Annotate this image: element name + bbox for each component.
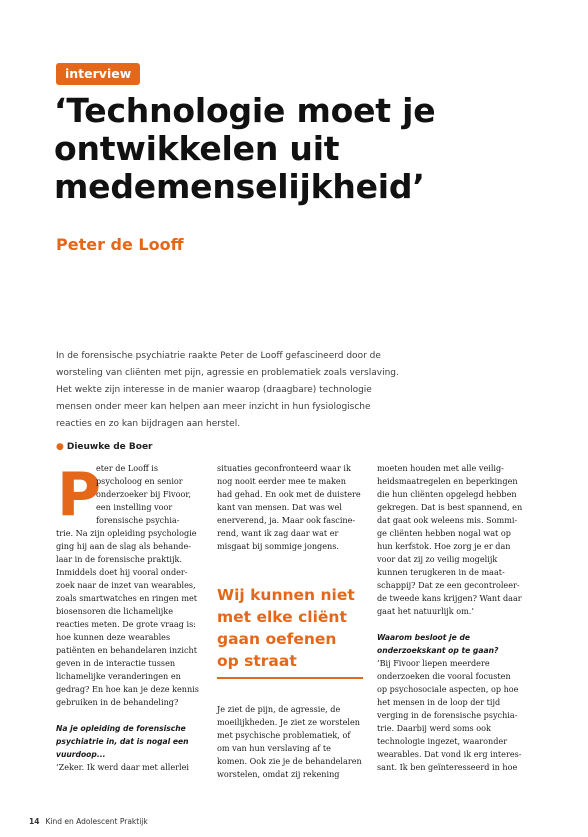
text-line: de tweede kans krijgen? Want daar [377, 593, 522, 603]
text-line: ‘Zeker. Ik werd daar met allerlei [56, 762, 190, 772]
text-line: zoek naar de inzet van wearables, [56, 580, 196, 590]
pull-quote-rule [217, 677, 363, 679]
text-line: ging hij aan de slag als behande- [56, 541, 191, 551]
text-line: nog nooit eerder mee te maken [217, 476, 346, 486]
column-3 [377, 462, 537, 774]
text-line: die hun cliënten opgelegd hebben [377, 489, 517, 499]
text-line: hun kerfstok. Hoe zorg je er dan [377, 541, 511, 551]
column-2-top [217, 462, 377, 553]
text-line: rend, want ik zag daar wat er [217, 528, 339, 538]
intro-line: reacties en zo kan bijdragen aan herstel. [56, 419, 241, 429]
text-line: gekregen. Dat is best spannend, en [377, 502, 523, 512]
text-line: gebruiken in de behandeling? [56, 697, 179, 707]
text-line: voor dat zij zo veilig mogelijk [377, 554, 498, 564]
text-line: eter de Looff is [96, 463, 159, 473]
text-line: met psychische problematiek, of [217, 730, 351, 740]
text-line: misgaat bij sommige jongens. [217, 541, 339, 551]
text-line: sant. Ik ben geïnteresseerd in hoe [377, 762, 518, 772]
intro-line: In de forensische psychiatrie raakte Peter de Looff gefascineerd door de [56, 351, 381, 361]
text-line: kunnen terugkeren in de maat- [377, 567, 505, 577]
section-tag: interview [56, 63, 140, 85]
text-line: biosensoren die lichamelijke [56, 606, 173, 616]
magazine-name: Kind en Adolescent Praktijk [45, 817, 148, 826]
question-line: vuurdoop... [56, 750, 106, 759]
text-line: technologie ingezet, waaronder [377, 736, 508, 746]
text-line: verging in de forensische psychia- [377, 710, 518, 720]
text-line: kant van mensen. Dat was wel [217, 502, 342, 512]
text-line: gaat het natuurlijk om.’ [377, 606, 474, 616]
pull-quote-line: gaan oefenen [217, 630, 337, 648]
text-line: patiënten en behandelaren inzicht [56, 645, 197, 655]
text-line: Je ziet de pijn, de agressie, de [217, 704, 341, 714]
text-line: om van hun verslaving af te [217, 743, 331, 753]
pull-quote [217, 584, 377, 672]
title-line: ‘Technologie moet je [54, 91, 436, 130]
text-line: psycholoog en senior [96, 476, 183, 486]
author-byline [56, 442, 153, 452]
text-line: zoals smartwatches en ringen met [56, 593, 198, 603]
text-line: onderzoeker bij Fivoor, [96, 489, 191, 499]
text-line: dat gaat ook weleens mis. Sommi- [377, 515, 518, 525]
article-subtitle: Peter de Looff [56, 235, 184, 254]
intro-line: worsteling van cliënten met pijn, agressie en problematiek zoals verslaving. [56, 368, 399, 378]
page-footer [29, 817, 148, 826]
text-line: forensische psychia- [96, 515, 180, 525]
intro-line: Het wekte zijn interesse in de manier waarop (draagbare) technologie [56, 385, 372, 395]
intro-line: mensen onder meer kan helpen aan meer inzicht in hun fysiologische [56, 402, 371, 412]
title-line: medemenselijkheid’ [54, 167, 425, 206]
text-line: komen. Ook zie je de behandelaren [217, 756, 362, 766]
column-2-bottom [217, 703, 377, 781]
text-line: Inmiddels doet hij vooral onder- [56, 567, 188, 577]
text-line: wearables. Dat vond ik erg interes- [377, 749, 522, 759]
paragraph-gap [56, 709, 216, 722]
author-name: Dieuwke de Boer [66, 442, 153, 452]
question-line: Na je opleiding de forensische [56, 724, 186, 733]
question-line: onderzoekskant op te gaan? [377, 646, 499, 655]
text-line: een instelling voor [96, 502, 173, 512]
pull-quote-line: met elke cliënt [217, 608, 347, 626]
text-line: trie. Daarbij werd soms ook [377, 723, 491, 733]
text-line: het mensen in de loop der tijd [377, 697, 501, 707]
intro-paragraph [56, 348, 526, 433]
text-line: enerverend, ja. Maar ook fascine- [217, 515, 356, 525]
text-line: hoe kunnen deze wearables [56, 632, 171, 642]
text-line: laar in de forensische praktijk. [56, 554, 182, 564]
paragraph-gap [377, 618, 537, 631]
question-line: Waarom besloot je de [377, 633, 471, 642]
text-line: schappij? Dat ze een gecontroleer- [377, 580, 520, 590]
bullet-icon: ● [56, 442, 64, 452]
title-line: ontwikkelen uit [54, 129, 340, 168]
text-line: situaties geconfronteerd waar ik [217, 463, 351, 473]
text-line: worstelen, omdat zij rekening [217, 769, 340, 779]
pull-quote-line: op straat [217, 652, 297, 670]
article-title [54, 92, 574, 206]
drop-cap: P [57, 460, 101, 530]
text-line: heidsmaatregelen en beperkingen [377, 476, 518, 486]
text-line: onderzoeken die vooral focusten [377, 671, 511, 681]
column-1-top [96, 462, 206, 527]
page-number: 14 [29, 817, 40, 826]
text-line: moeilijkheden. Je ziet ze worstelen [217, 717, 361, 727]
pull-quote-line: Wij kunnen niet [217, 586, 355, 604]
column-1 [56, 527, 216, 774]
text-line: lichamelijke veranderingen en [56, 671, 181, 681]
text-line: reacties meten. De grote vraag is: [56, 619, 196, 629]
text-line: geven in de interactie tussen [56, 658, 176, 668]
text-line: ge cliënten hebben nogal wat op [377, 528, 511, 538]
text-line: ‘Bij Fivoor liepen meerdere [377, 658, 490, 668]
question-line: psychiatrie in, dat is nogal een [56, 737, 189, 746]
text-line: trie. Na zijn opleiding psychologie [56, 528, 197, 538]
text-line: had gehad. En ook met de duistere [217, 489, 361, 499]
text-line: op psychosociale aspecten, op hoe [377, 684, 519, 694]
text-line: gedrag? En hoe kan je deze kennis [56, 684, 199, 694]
text-line: moeten houden met alle veilig- [377, 463, 504, 473]
